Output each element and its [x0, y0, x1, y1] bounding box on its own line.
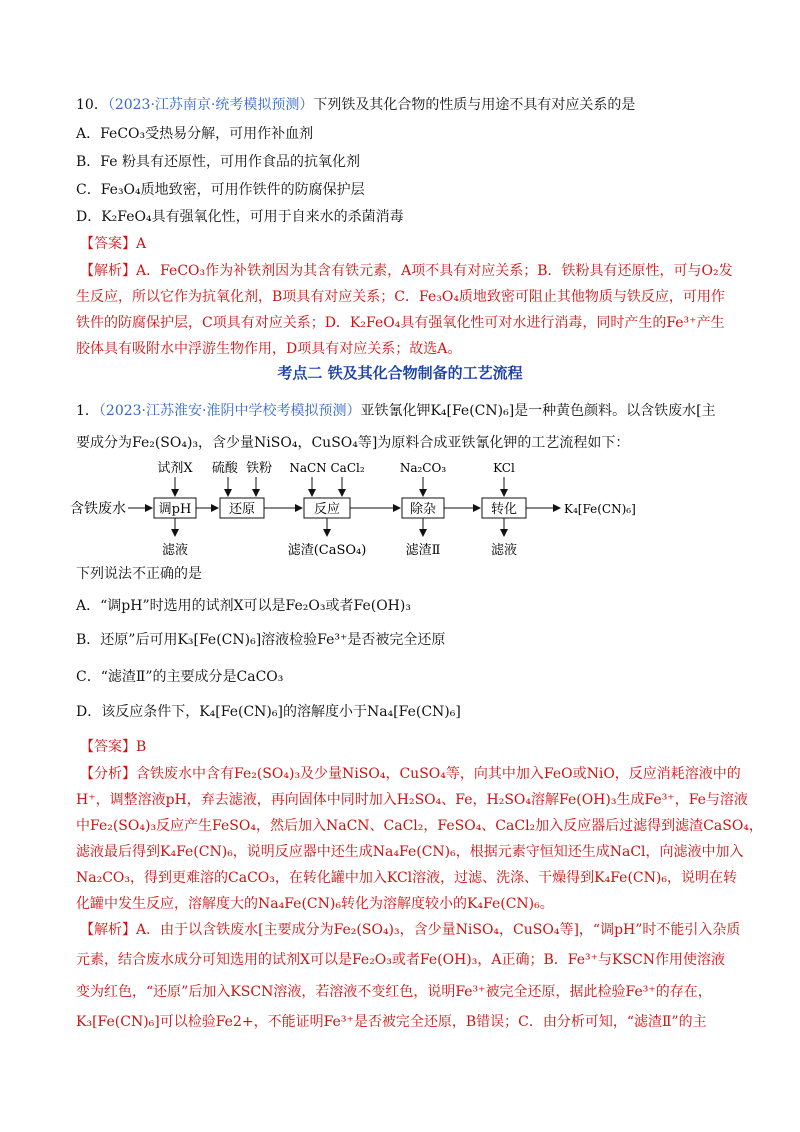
explanation-line: 铁件的防腐保护层，C项具有对应关系；D．K₂FeO₄具有强氧化性可对水进行消毒，同时产生的Fe³⁺产生	[76, 315, 725, 331]
flow-output-label: 滤液	[490, 543, 518, 558]
option-a: A．“调pH”时选用的试剂X可以是Fe₂O₃或者Fe(OH)₃	[76, 598, 411, 614]
flow-reagent-label: NaCN CaCl₂	[289, 461, 365, 475]
question-number: 1．	[76, 403, 99, 419]
flow-product-label: K₄[Fe(CN)₆]	[564, 502, 636, 516]
option-c: C．“滤渣Ⅱ”的主要成分是CaCO₃	[76, 669, 284, 685]
flow-step-label: 反应	[313, 502, 341, 517]
flow-reagent-label: KCl	[493, 461, 515, 475]
option-b: B．Fe 粉具有还原性，可用作食品的抗氧化剂	[76, 154, 360, 170]
flow-output-label: 滤渣(CaSO₄)	[287, 543, 367, 558]
flow-step-purify	[402, 498, 444, 518]
question-stem: 亚铁氰化钾K₄[Fe(CN)₆]是一种黄色颜料。以含铁废水[主	[360, 403, 716, 419]
flow-step-label: 还原	[228, 502, 256, 517]
question-10-stem	[76, 95, 635, 115]
flow-step-adjust-ph	[154, 498, 196, 518]
flow-input-label: 含铁废水	[70, 501, 126, 517]
explanation-line: 变为红色，“还原”后加入KSCN溶液，若溶液不变红色，说明Fe³⁺被完全还原，据此检验Fe³⁺的存在，	[76, 984, 712, 1000]
question-prompt: 下列说法不正确的是	[76, 566, 202, 582]
flow-step-reduce	[220, 498, 264, 518]
section-heading: 考点二 铁及其化合物制备的工艺流程	[277, 364, 523, 382]
option-d: D．该反应条件下，K₄[Fe(CN)₆]的溶解度小于Na₄[Fe(CN)₆]	[76, 704, 461, 720]
flow-output-label: 滤液	[161, 543, 189, 558]
flow-step-label: 转化	[490, 502, 518, 517]
answer: 【答案】B	[80, 739, 147, 755]
flow-reagent-label: 硫酸 铁粉	[211, 461, 273, 476]
question-stem-line: 要成分为Fe₂(SO₄)₃，含少量NiSO₄，CuSO₄等]为原料合成亚铁氰化钾的工艺流程如下：	[76, 435, 630, 451]
analysis-line: 滤液最后得到K₄Fe(CN)₆，说明反应器中还生成Na₄Fe(CN)₆，根据元素守恒知还生成NaCl，向滤液中加入	[76, 844, 744, 860]
question-stem-emphasis: 不具有对应关系的是	[509, 97, 636, 113]
flow-output-label: 滤渣Ⅱ	[405, 543, 441, 558]
explanation-line: 生反应，所以它作为抗氧化剂，B项具有对应关系；C．Fe₃O₄质地致密可阻止其他物质与铁反应，可用作	[76, 289, 725, 305]
question-source: （2023·江苏南京·统考模拟预测）	[107, 97, 314, 113]
analysis-line: 中Fe₂(SO₄)₃反应产生FeSO₄，然后加入NaCN、CaCl₂，FeSO₄、CaCl₂加入反应器后过滤得到滤渣CaSO₄，	[76, 818, 763, 834]
flow-reagent-label: Na₂CO₃	[399, 461, 447, 475]
option-d: D．K₂FeO₄具有强氧化性，可用于自来水的杀菌消毒	[76, 209, 404, 225]
flow-step-label: 调pH	[158, 502, 192, 517]
explanation-line: 胶体具有吸附水中浮游生物作用，D项具有对应关系；故选A。	[76, 341, 462, 357]
question-number: 10．	[76, 97, 108, 113]
process-flow-diagram	[70, 458, 670, 560]
option-a: A．FeCO₃受热易分解，可用作补血剂	[76, 126, 314, 142]
question-stem: 下列铁及其化合物的性质与用途	[313, 97, 510, 113]
option-b: B．还原”后可用K₃[Fe(CN)₆]溶液检验Fe³⁺是否被完全还原	[76, 632, 446, 648]
explanation-line: 【解析】A．由于以含铁废水[主要成分为Fe₂(SO₄)₃，含少量NiSO₄，CuSO₄等]，“调pH”时不能引入杂质	[80, 922, 741, 938]
analysis-line: H⁺，调整溶液pH，弃去滤液，再向固体中同时加入H₂SO₄、Fe，H₂SO₄溶解Fe(OH)₃生成Fe³⁺，Fe与溶液	[76, 792, 748, 808]
option-c: C．Fe₃O₄质地致密，可用作铁件的防腐保护层	[76, 182, 365, 198]
flow-step-convert	[482, 498, 526, 518]
flow-reagent-label: 试剂X	[157, 461, 193, 476]
analysis-line: 【分析】含铁废水中含有Fe₂(SO₄)₃及少量NiSO₄，CuSO₄等，向其中加入FeO或NiO，反应消耗溶液中的	[80, 766, 741, 782]
analysis-line: Na₂CO₃，得到更难溶的CaCO₃，在转化罐中加入KCl溶液，过滤、洗涤、干燥得到K₄Fe(CN)₆，说明在转	[76, 870, 737, 886]
answer: 【答案】A	[80, 236, 147, 252]
explanation-line: K₃[Fe(CN)₆]可以检验Fe2+，不能证明Fe³⁺是否被完全还原，B错误；C．由分析可知，“滤渣Ⅱ”的主	[76, 1014, 707, 1030]
explanation-line: 【解析】A．FeCO₃作为补铁剂因为其含有铁元素，A项不具有对应关系；B．铁粉具有还原性，可与O₂发	[80, 263, 733, 279]
flow-step-react	[304, 498, 350, 518]
analysis-line: 化罐中发生反应，溶解度大的Na₄Fe(CN)₆转化为溶解度较小的K₄Fe(CN)₆。	[76, 896, 554, 912]
explanation-line: 元素，结合废水成分可知选用的试剂X可以是Fe₂O₃或者Fe(OH)₃，A正确；B．Fe³⁺与KSCN作用使溶液	[76, 952, 726, 968]
flow-step-label: 除杂	[409, 502, 437, 517]
question-1-stem	[76, 401, 716, 421]
question-source: （2023·江苏淮安·淮阴中学校考模拟预测）	[98, 403, 361, 419]
